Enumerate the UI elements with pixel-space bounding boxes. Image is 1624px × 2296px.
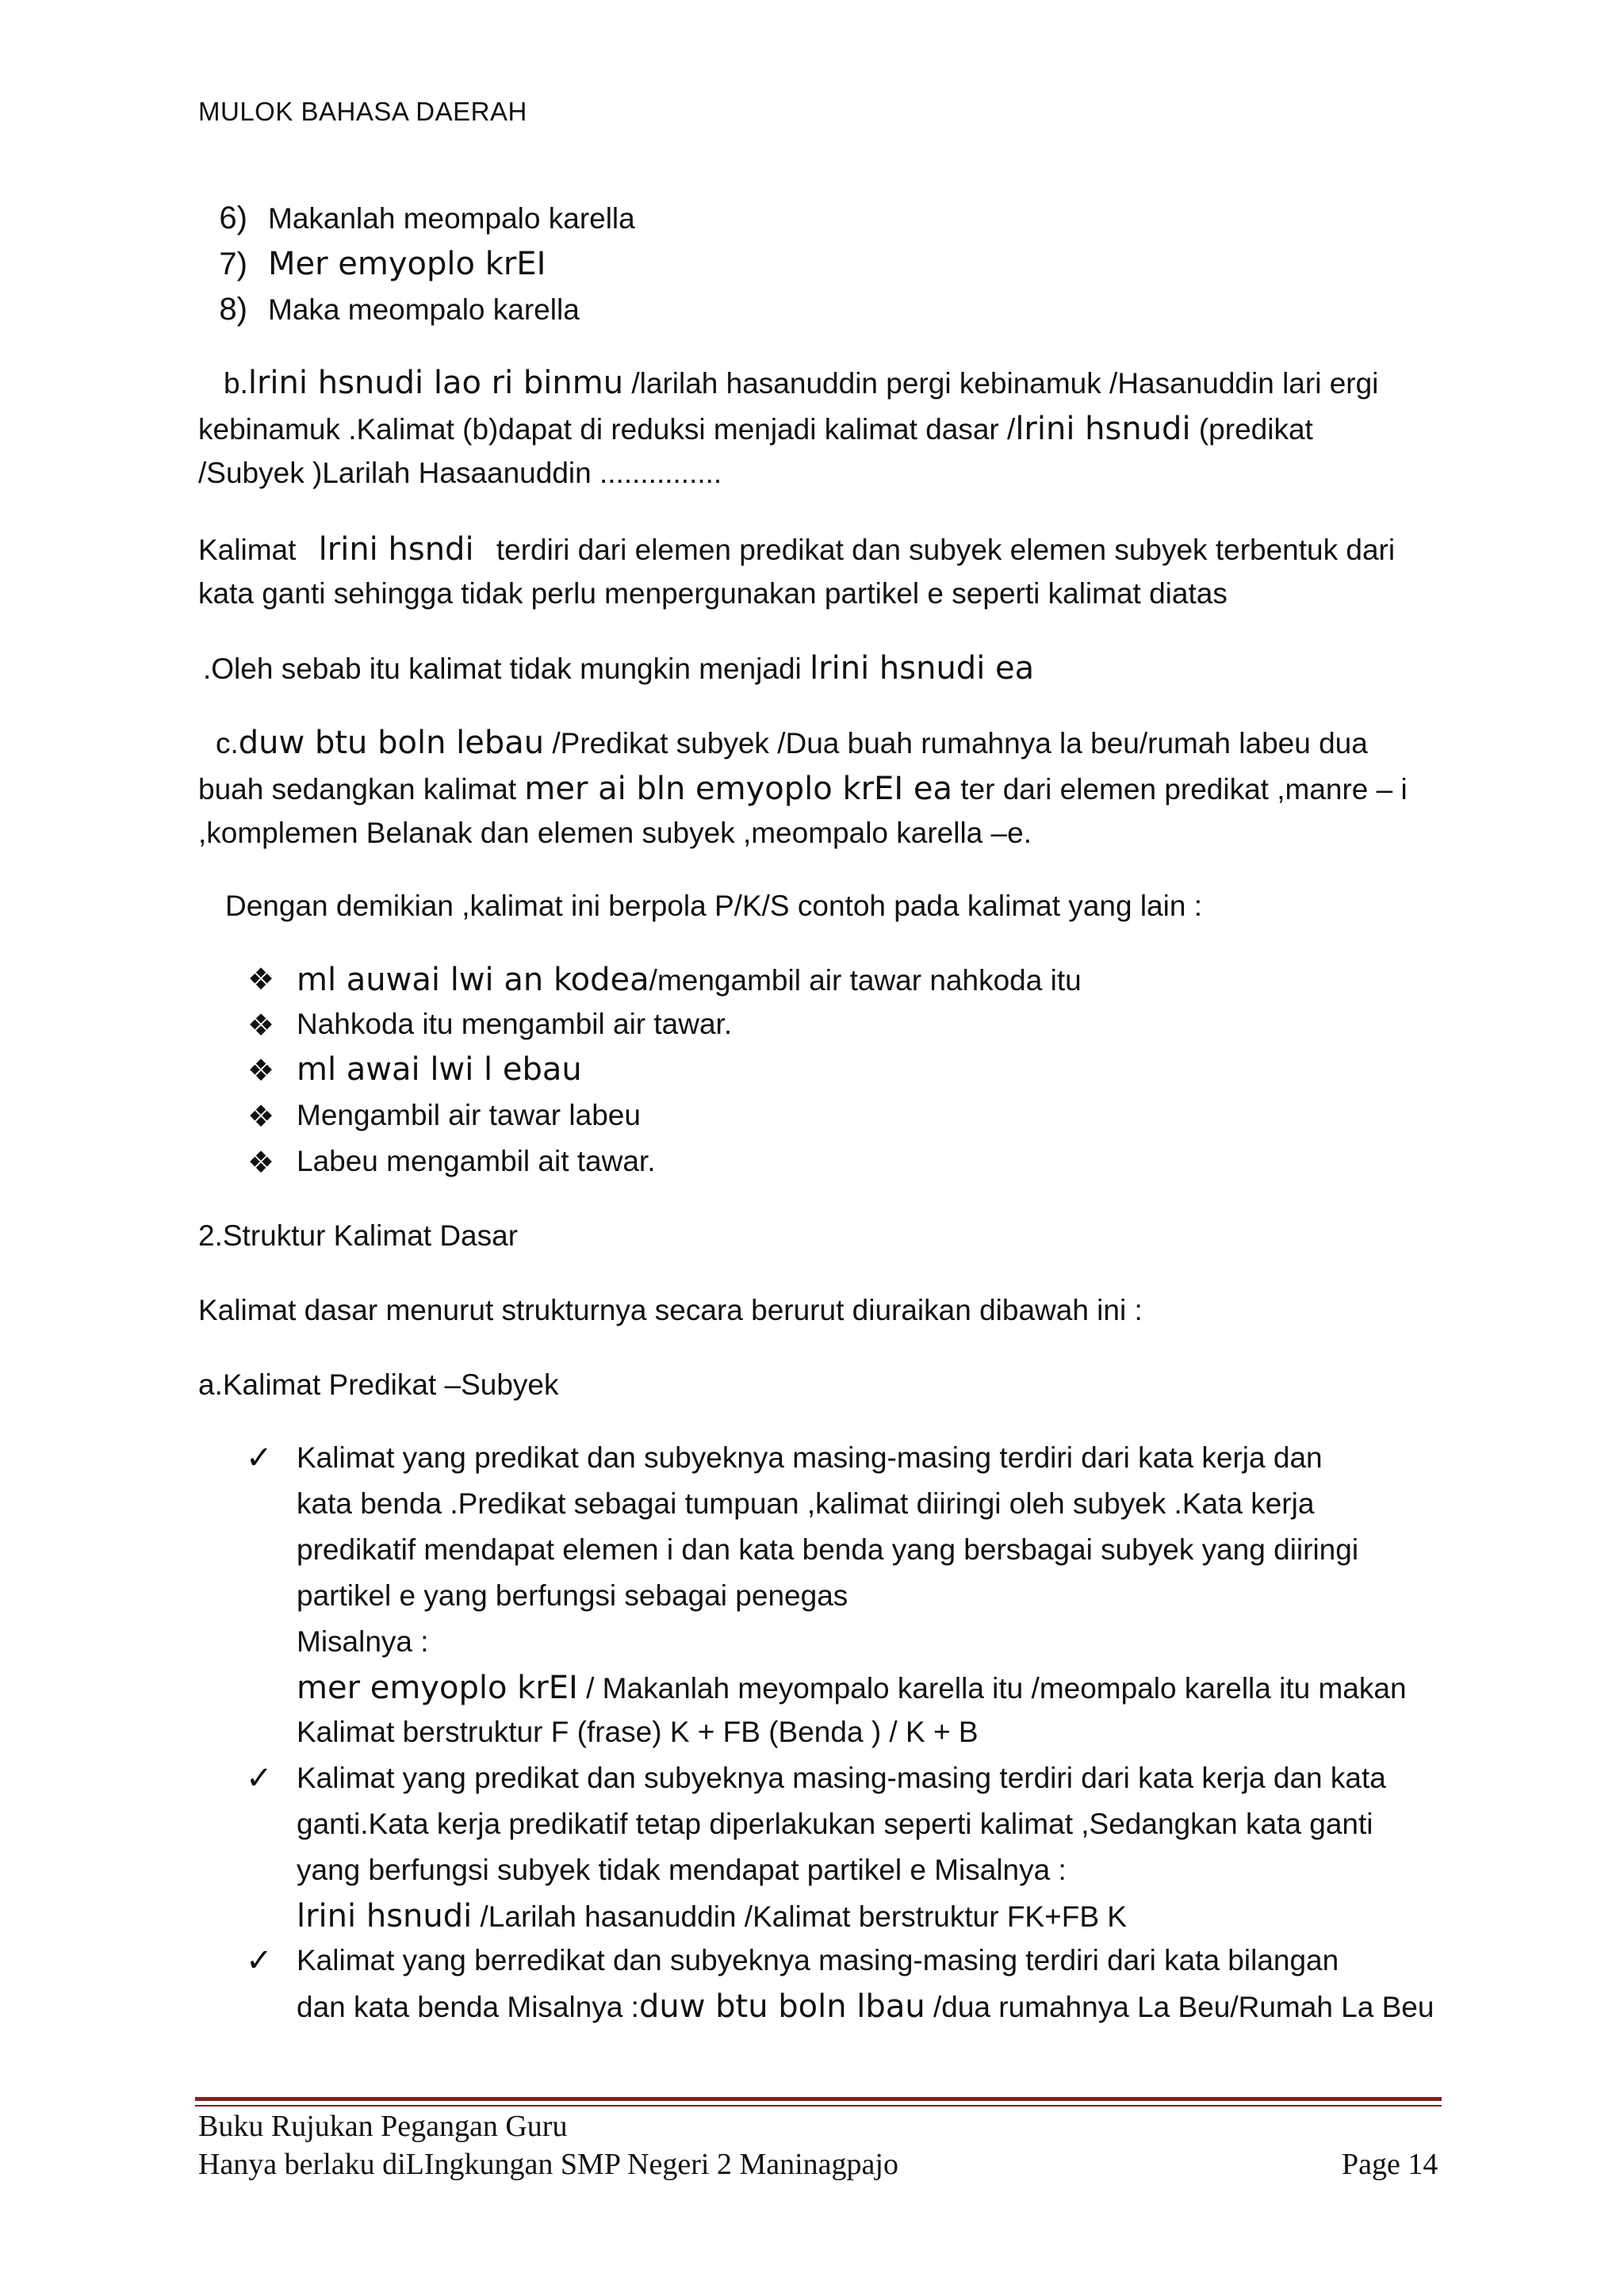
paragraph-dengan: Dengan demikian ,kalimat ini berpola P/K/S contoh pada kalimat yang lain : — [225, 890, 1202, 922]
paragraph-b-line: kebinamuk .Kalimat (b)dapat di reduksi menjadi kalimat dasar /lrini hsnudi (predikat — [198, 411, 1313, 447]
paragraph-c-line: buah sedangkan kalimat mer ai bln emyoplo krEI ea ter dari elemen predikat ,manre – i — [198, 771, 1408, 807]
diamond-bullet-icon: ❖ — [247, 1009, 275, 1043]
paragraph-kalimat-line: Kalimat lrini hsndi terdiri dari elemen predikat dan subyek elemen subyek terbentuk dari — [198, 531, 1396, 568]
check-item-line: mer emyoplo krEI / Makanlah meyompalo karella itu /meompalo karella itu makan — [297, 1670, 1407, 1706]
numbered-item: 6) Makanlah meompalo karella — [219, 201, 635, 235]
footer-rule — [195, 2097, 1442, 2101]
check-item-line: partikel e yang berfungsi sebagai penegas — [297, 1579, 848, 1612]
bullet-item: ml awai lwi l ebau — [297, 1051, 582, 1088]
paragraph-c-line: c.duw btu boln lebau /Predikat subyek /Dua buah rumahnya la beu/rumah labeu dua — [216, 725, 1368, 761]
numbered-item: 8) Maka meompalo karella — [219, 292, 580, 327]
paragraph-c-line: ,komplemen Belanak dan elemen subyek ,meompalo karella –e. — [198, 817, 1032, 849]
numbered-item: 7) Mer emyoplo krEI — [219, 246, 546, 282]
bullet-item: ml auwai lwi an kodea/mengambil air tawar nahkoda itu — [297, 962, 1082, 998]
diamond-bullet-icon: ❖ — [247, 1054, 275, 1088]
diamond-bullet-icon: ❖ — [247, 1146, 275, 1180]
paragraph-kalimat-line: kata ganti sehingga tidak perlu menpergunakan partikel e seperti kalimat diatas — [198, 577, 1228, 610]
running-header: MULOK BAHASA DAERAH — [198, 97, 527, 126]
check-item-line: predikatif mendapat elemen i dan kata benda yang bersbagai subyek yang diiringi — [297, 1533, 1359, 1566]
checkmark-icon: ✓ — [246, 1760, 273, 1797]
bullet-item: Labeu mengambil ait tawar. — [297, 1145, 656, 1177]
check-item-line: Kalimat berstruktur F (frase) K + FB (Benda ) / K + B — [297, 1716, 979, 1748]
check-item-line: kata benda .Predikat sebagai tumpuan ,kalimat diiringi oleh subyek .Kata kerja — [297, 1487, 1315, 1520]
checkmark-icon: ✓ — [246, 1942, 273, 1979]
subsection-heading: a.Kalimat Predikat –Subyek — [198, 1368, 559, 1401]
check-item-line: ganti.Kata kerja predikatif tetap diperlakukan seperti kalimat ,Sedangkan kata ganti — [297, 1808, 1373, 1840]
paragraph-b-line: b.lrini hsnudi lao ri binmu /larilah hasanuddin pergi kebinamuk /Hasanuddin lari ergi — [224, 365, 1379, 401]
diamond-bullet-icon: ❖ — [247, 1100, 275, 1134]
check-item-line: yang berfungsi subyek tidak mendapat partikel e Misalnya : — [297, 1854, 1067, 1886]
checkmark-icon: ✓ — [246, 1440, 273, 1476]
footer-title: Buku Rujukan Pegangan Guru — [198, 2110, 568, 2143]
check-item-line: lrini hsnudi /Larilah hasanuddin /Kalimat berstruktur FK+FB K — [297, 1898, 1127, 1934]
footer-note: Hanya berlaku diLIngkungan SMP Negeri 2 Maninagpajo — [198, 2148, 898, 2181]
check-item-line: dan kata benda Misalnya :duw btu boln lbau /dua rumahnya La Beu/Rumah La Beu — [297, 1988, 1434, 2025]
check-item-line: Kalimat yang predikat dan subyeknya masing-masing terdiri dari kata kerja dan kata — [297, 1762, 1386, 1794]
check-item-line: Kalimat yang berredikat dan subyeknya masing-masing terdiri dari kata bilangan — [297, 1944, 1339, 1976]
paragraph-oleh-line: .Oleh sebab itu kalimat tidak mungkin menjadi lrini hsnudi ea — [203, 650, 1035, 687]
page-number: Page 14 — [1342, 2148, 1438, 2181]
footer-rule-thin — [195, 2105, 1442, 2107]
check-item-line: Misalnya : — [297, 1625, 429, 1658]
bullet-item: Nahkoda itu mengambil air tawar. — [297, 1008, 733, 1040]
section-intro: Kalimat dasar menurut strukturnya secara berurut diuraikan dibawah ini : — [198, 1294, 1143, 1326]
paragraph-b-line: /Subyek )Larilah Hasaanuddin ............... — [198, 457, 722, 489]
section-heading: 2.Struktur Kalimat Dasar — [198, 1219, 519, 1252]
bullet-item: Mengambil air tawar labeu — [297, 1099, 641, 1131]
check-item-line: Kalimat yang predikat dan subyeknya masing-masing terdiri dari kata kerja dan — [297, 1441, 1323, 1474]
diamond-bullet-icon: ❖ — [247, 963, 275, 997]
